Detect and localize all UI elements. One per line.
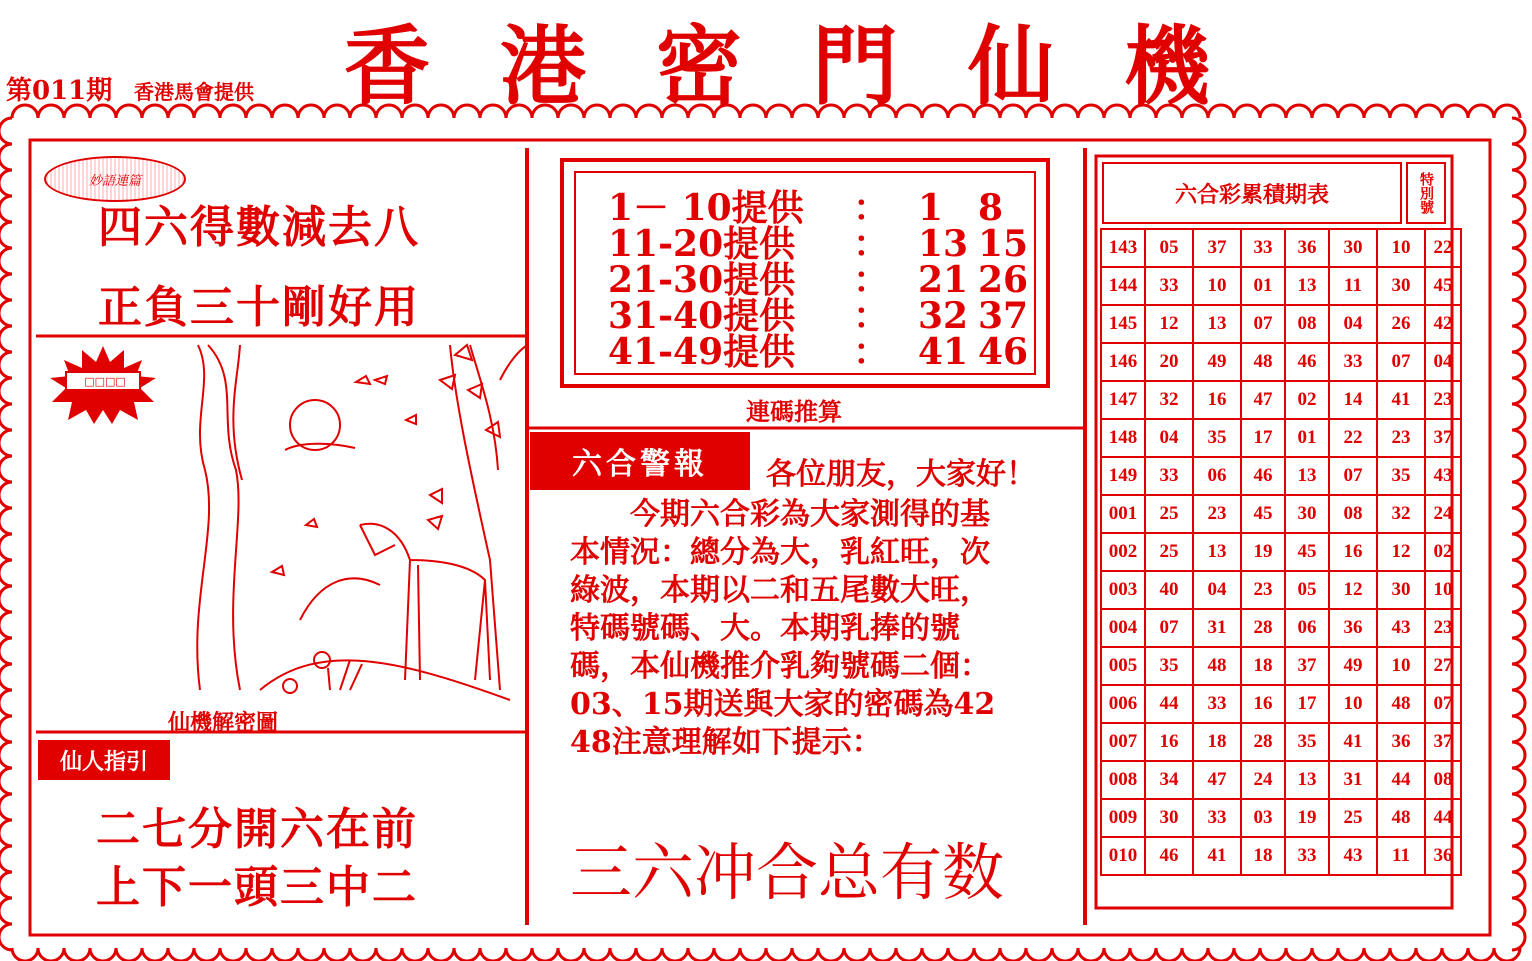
number-cell: 35	[1377, 457, 1425, 495]
range-row	[608, 223, 1038, 265]
number-cell: 28	[1241, 609, 1285, 647]
range-row	[608, 259, 1038, 301]
number-cell: 08	[1329, 495, 1377, 533]
range-label: 1－ 10提供	[608, 187, 804, 229]
number-cell: 43	[1329, 837, 1377, 875]
title-char: 密	[656, 16, 742, 117]
period-cell: 010	[1101, 837, 1145, 875]
history-row	[1101, 267, 1461, 305]
number-cell: 46	[1285, 343, 1329, 381]
history-table	[1100, 228, 1462, 876]
history-row	[1101, 723, 1461, 761]
period-cell: 144	[1101, 267, 1145, 305]
number-cell: 20	[1145, 343, 1193, 381]
number-cell: 28	[1241, 723, 1285, 761]
number-cell: 41	[1193, 837, 1241, 875]
number-cell: 07	[1425, 685, 1461, 723]
number-cell: 34	[1145, 761, 1193, 799]
number-cell: 07	[1377, 343, 1425, 381]
number-cell: 13	[1285, 457, 1329, 495]
range-number: 26	[978, 259, 1029, 301]
number-cell: 31	[1329, 761, 1377, 799]
range-number: 8	[978, 187, 1004, 229]
number-cell: 30	[1329, 229, 1377, 267]
number-cell: 36	[1329, 609, 1377, 647]
range-number: 32	[918, 295, 969, 337]
range-number: 15	[978, 223, 1029, 265]
number-cell: 44	[1425, 799, 1461, 837]
history-row	[1101, 457, 1461, 495]
number-cell: 33	[1241, 229, 1285, 267]
number-cell: 23	[1425, 381, 1461, 419]
number-cell: 22	[1425, 229, 1461, 267]
history-row	[1101, 837, 1461, 875]
special-number-label: 特別號	[1406, 162, 1446, 224]
number-cell: 04	[1329, 305, 1377, 343]
number-cell: 30	[1377, 267, 1425, 305]
number-cell: 47	[1193, 761, 1241, 799]
main-title	[312, 16, 1242, 117]
number-cell: 12	[1377, 533, 1425, 571]
number-cell: 27	[1425, 647, 1461, 685]
range-colon: ：	[853, 295, 890, 337]
number-cell: 12	[1145, 305, 1193, 343]
oval-badge: 妙語連篇	[44, 156, 186, 202]
title-char: 仙	[968, 16, 1054, 117]
article-line: 03、15期送與大家的密碼為42	[570, 687, 996, 722]
number-cell: 42	[1425, 305, 1461, 343]
period-cell: 007	[1101, 723, 1145, 761]
number-cell: 18	[1241, 837, 1285, 875]
poem-line: 四六得數減去八	[98, 202, 420, 253]
number-cell: 25	[1145, 495, 1193, 533]
number-cell: 10	[1329, 685, 1377, 723]
period-cell: 005	[1101, 647, 1145, 685]
number-cell: 35	[1285, 723, 1329, 761]
range-row	[608, 187, 1038, 229]
number-cell: 23	[1193, 495, 1241, 533]
number-cell: 08	[1285, 305, 1329, 343]
number-cell: 33	[1285, 837, 1329, 875]
history-row	[1101, 799, 1461, 837]
provider-label: 香港馬會提供	[134, 80, 254, 104]
period-cell: 006	[1101, 685, 1145, 723]
number-cell: 05	[1285, 571, 1329, 609]
number-cell: 45	[1285, 533, 1329, 571]
number-cell: 43	[1425, 457, 1461, 495]
number-cell: 22	[1329, 419, 1377, 457]
range-number: 37	[978, 295, 1029, 337]
range-colon: ：	[853, 223, 890, 265]
number-cell: 40	[1145, 571, 1193, 609]
issue-number: 第011期	[6, 76, 113, 106]
number-cell: 16	[1241, 685, 1285, 723]
range-caption: 連碼推算	[746, 397, 842, 426]
number-cell: 01	[1285, 419, 1329, 457]
number-cell: 02	[1285, 381, 1329, 419]
number-cell: 37	[1193, 229, 1241, 267]
number-cell: 36	[1285, 229, 1329, 267]
number-cell: 37	[1425, 723, 1461, 761]
number-cell: 04	[1425, 343, 1461, 381]
number-cell: 24	[1241, 761, 1285, 799]
number-cell: 10	[1377, 647, 1425, 685]
history-row	[1101, 533, 1461, 571]
number-cell: 48	[1193, 647, 1241, 685]
title-char: 香	[344, 16, 430, 117]
number-cell: 10	[1193, 267, 1241, 305]
period-cell: 146	[1101, 343, 1145, 381]
number-cell: 23	[1377, 419, 1425, 457]
number-cell: 07	[1241, 305, 1285, 343]
period-cell: 004	[1101, 609, 1145, 647]
period-cell: 143	[1101, 229, 1145, 267]
number-cell: 35	[1193, 419, 1241, 457]
number-cell: 45	[1241, 495, 1285, 533]
title-char: 門	[812, 16, 898, 117]
number-cell: 06	[1285, 609, 1329, 647]
number-cell: 47	[1241, 381, 1285, 419]
number-cell: 31	[1193, 609, 1241, 647]
number-cell: 16	[1145, 723, 1193, 761]
slogan: 三六冲合总有数	[570, 836, 1005, 909]
article-line: 各位朋友，大家好！	[766, 457, 1036, 492]
history-row	[1101, 419, 1461, 457]
article-line: 本情況：總分為大，乳紅旺，次	[570, 535, 990, 570]
number-cell: 48	[1241, 343, 1285, 381]
poem-line: 正負三十剛好用	[98, 282, 420, 333]
period-cell: 003	[1101, 571, 1145, 609]
number-cell: 33	[1193, 799, 1241, 837]
number-cell: 49	[1329, 647, 1377, 685]
title-char: 港	[500, 16, 586, 117]
number-cell: 18	[1193, 723, 1241, 761]
article-line: 今期六合彩為大家測得的基	[630, 497, 990, 532]
starburst-label: □□□□	[84, 375, 126, 388]
number-cell: 03	[1241, 799, 1285, 837]
number-cell: 06	[1193, 457, 1241, 495]
number-cell: 44	[1145, 685, 1193, 723]
number-cell: 10	[1377, 229, 1425, 267]
number-cell: 17	[1241, 419, 1285, 457]
number-cell: 48	[1377, 799, 1425, 837]
range-number: 41	[918, 331, 969, 373]
lottery-alert-label: 六合警報	[530, 432, 750, 490]
number-cell: 36	[1425, 837, 1461, 875]
number-cell: 46	[1241, 457, 1285, 495]
article-line: 綠波，本期以二和五尾數大旺，	[570, 573, 990, 608]
period-cell: 148	[1101, 419, 1145, 457]
number-cell: 07	[1329, 457, 1377, 495]
number-cell: 49	[1193, 343, 1241, 381]
period-cell: 002	[1101, 533, 1145, 571]
number-cell: 36	[1377, 723, 1425, 761]
poem-line: 上下一頭三中二	[96, 862, 418, 913]
range-label: 21-30提供	[608, 259, 796, 301]
history-row	[1101, 647, 1461, 685]
number-cell: 33	[1193, 685, 1241, 723]
range-row	[608, 295, 1038, 337]
article-line: 碼，本仙機推介乳夠號碼二個：	[570, 649, 990, 684]
range-colon: ：	[853, 259, 890, 301]
history-row	[1101, 685, 1461, 723]
history-row	[1101, 761, 1461, 799]
history-row	[1101, 495, 1461, 533]
period-cell: 008	[1101, 761, 1145, 799]
range-label: 11-20提供	[608, 223, 796, 265]
history-row	[1101, 609, 1461, 647]
range-number: 1	[918, 187, 944, 229]
number-cell: 48	[1377, 685, 1425, 723]
number-cell: 25	[1329, 799, 1377, 837]
number-cell: 23	[1241, 571, 1285, 609]
period-cell: 145	[1101, 305, 1145, 343]
deer-illustration	[197, 345, 526, 700]
period-cell: 149	[1101, 457, 1145, 495]
history-title: 六合彩累積期表	[1102, 162, 1402, 224]
number-cell: 26	[1377, 305, 1425, 343]
number-cell: 33	[1145, 267, 1193, 305]
range-label: 41-49提供	[608, 331, 796, 373]
number-cell: 17	[1285, 685, 1329, 723]
number-cell: 24	[1425, 495, 1461, 533]
number-cell: 43	[1377, 609, 1425, 647]
range-colon: ：	[853, 331, 890, 373]
range-colon: ：	[853, 187, 890, 229]
range-number: 46	[978, 331, 1029, 373]
number-cell: 16	[1329, 533, 1377, 571]
range-label: 31-40提供	[608, 295, 796, 337]
number-cell: 07	[1145, 609, 1193, 647]
number-cell: 30	[1145, 799, 1193, 837]
number-cell: 11	[1329, 267, 1377, 305]
number-cell: 46	[1145, 837, 1193, 875]
number-cell: 37	[1285, 647, 1329, 685]
number-cell: 33	[1329, 343, 1377, 381]
number-cell: 45	[1425, 267, 1461, 305]
number-cell: 19	[1241, 533, 1285, 571]
history-row	[1101, 229, 1461, 267]
number-cell: 25	[1145, 533, 1193, 571]
period-cell: 009	[1101, 799, 1145, 837]
number-cell: 13	[1193, 533, 1241, 571]
poem-line: 二七分開六在前	[96, 804, 418, 855]
number-cell: 13	[1285, 761, 1329, 799]
number-cell: 30	[1377, 571, 1425, 609]
number-cell: 44	[1377, 761, 1425, 799]
article-line: 特碼號碼、大。本期乳捧的號	[570, 611, 960, 646]
number-cell: 33	[1145, 457, 1193, 495]
number-cell: 18	[1241, 647, 1285, 685]
number-cell: 37	[1425, 419, 1461, 457]
number-cell: 08	[1425, 761, 1461, 799]
number-cell: 19	[1285, 799, 1329, 837]
immortal-guide-label: 仙人指引	[38, 740, 170, 780]
number-cell: 04	[1145, 419, 1193, 457]
number-cell: 35	[1145, 647, 1193, 685]
number-cell: 13	[1193, 305, 1241, 343]
number-cell: 05	[1145, 229, 1193, 267]
number-cell: 41	[1329, 723, 1377, 761]
range-row	[608, 331, 1038, 373]
number-cell: 02	[1425, 533, 1461, 571]
number-cell: 13	[1285, 267, 1329, 305]
number-cell: 10	[1425, 571, 1461, 609]
number-cell: 12	[1329, 571, 1377, 609]
number-cell: 32	[1145, 381, 1193, 419]
number-cell: 11	[1377, 837, 1425, 875]
number-cell: 14	[1329, 381, 1377, 419]
range-number: 21	[918, 259, 969, 301]
number-cell: 32	[1377, 495, 1425, 533]
period-cell: 001	[1101, 495, 1145, 533]
number-cell: 30	[1285, 495, 1329, 533]
title-char: 機	[1124, 16, 1210, 117]
picture-caption: 仙機解密圖	[168, 710, 279, 736]
number-cell: 01	[1241, 267, 1285, 305]
number-cell: 04	[1193, 571, 1241, 609]
article-line: 48注意理解如下提示：	[570, 725, 882, 760]
number-cell: 16	[1193, 381, 1241, 419]
history-row	[1101, 381, 1461, 419]
history-row	[1101, 305, 1461, 343]
range-number: 13	[918, 223, 969, 265]
number-cell: 23	[1425, 609, 1461, 647]
history-row	[1101, 343, 1461, 381]
number-cell: 41	[1377, 381, 1425, 419]
history-row	[1101, 571, 1461, 609]
period-cell: 147	[1101, 381, 1145, 419]
